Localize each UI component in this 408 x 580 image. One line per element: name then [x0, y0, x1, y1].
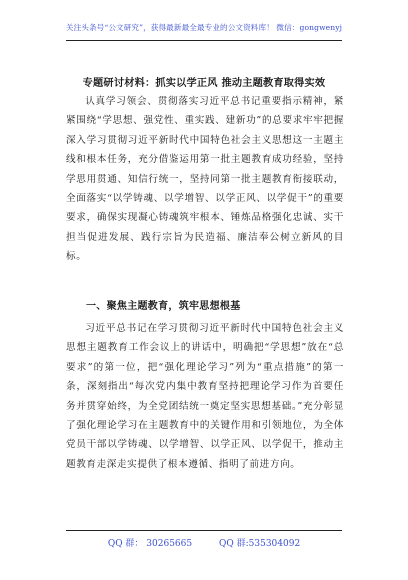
- footer-qq-group-1: QQ 群： 30265665: [107, 539, 193, 549]
- header-divider: [66, 40, 342, 41]
- section-heading-1: 一、聚焦主题教育，筑牢思想根基: [86, 301, 241, 312]
- document-title: 专题研讨材料：抓实以学正风 推动主题教育取得实效: [82, 77, 326, 89]
- footer-qq-group-2: QQ 群:535304092: [218, 539, 301, 549]
- body-paragraph-2: 习近平总书记在学习贯彻习近平新时代中国特色社会主义思想主题教育工作会议上的讲话中，明确把“学思想”放在“总要求”的第一位，把“强化理论学习”列为“重点措施”的第一条，深刻指出“每次党内集中教育坚持把理论学习作为首要任务并贯穿始终，为全党团结统一奠定坚实思想基础。”充分彰显了强化理论学习在主题教育中的关键作用和引领地位，为全体党员干部以学铸魂、以学增智、以学正风、以学促干，推动主题教育走深走实提供了根本遵循、指明了前进方向。: [66, 323, 344, 470]
- header-notice: 关注头条号“公文研究”，获得最新最全最专业的公文资料库！ 微信：gongwenyj: [65, 23, 343, 32]
- footer-contacts: [0, 536, 408, 549]
- body-paragraph-1: 认真学习领会、贯彻落实习近平总书记重要指示精神，紧紧围绕“学思想、强党性、重实践、建新功”的总要求牢牢把握深入学习贯彻习近平新时代中国特色社会主义思想这一主题主线和根本任务，充分借鉴运用第一批主题教育成功经验，坚持学思用贯通、知信行统一，坚持同第一批主题教育衔接联动，全面落实“以学铸魂、以学增智、以学正风、以学促干”的重要要求，确保实现凝心铸魂筑牢根本、锤炼品格强化忠诚、实干担当促进发展、践行宗旨为民造福、廉洁奉公树立新风的目标。: [66, 96, 344, 263]
- footer-divider: [66, 530, 342, 531]
